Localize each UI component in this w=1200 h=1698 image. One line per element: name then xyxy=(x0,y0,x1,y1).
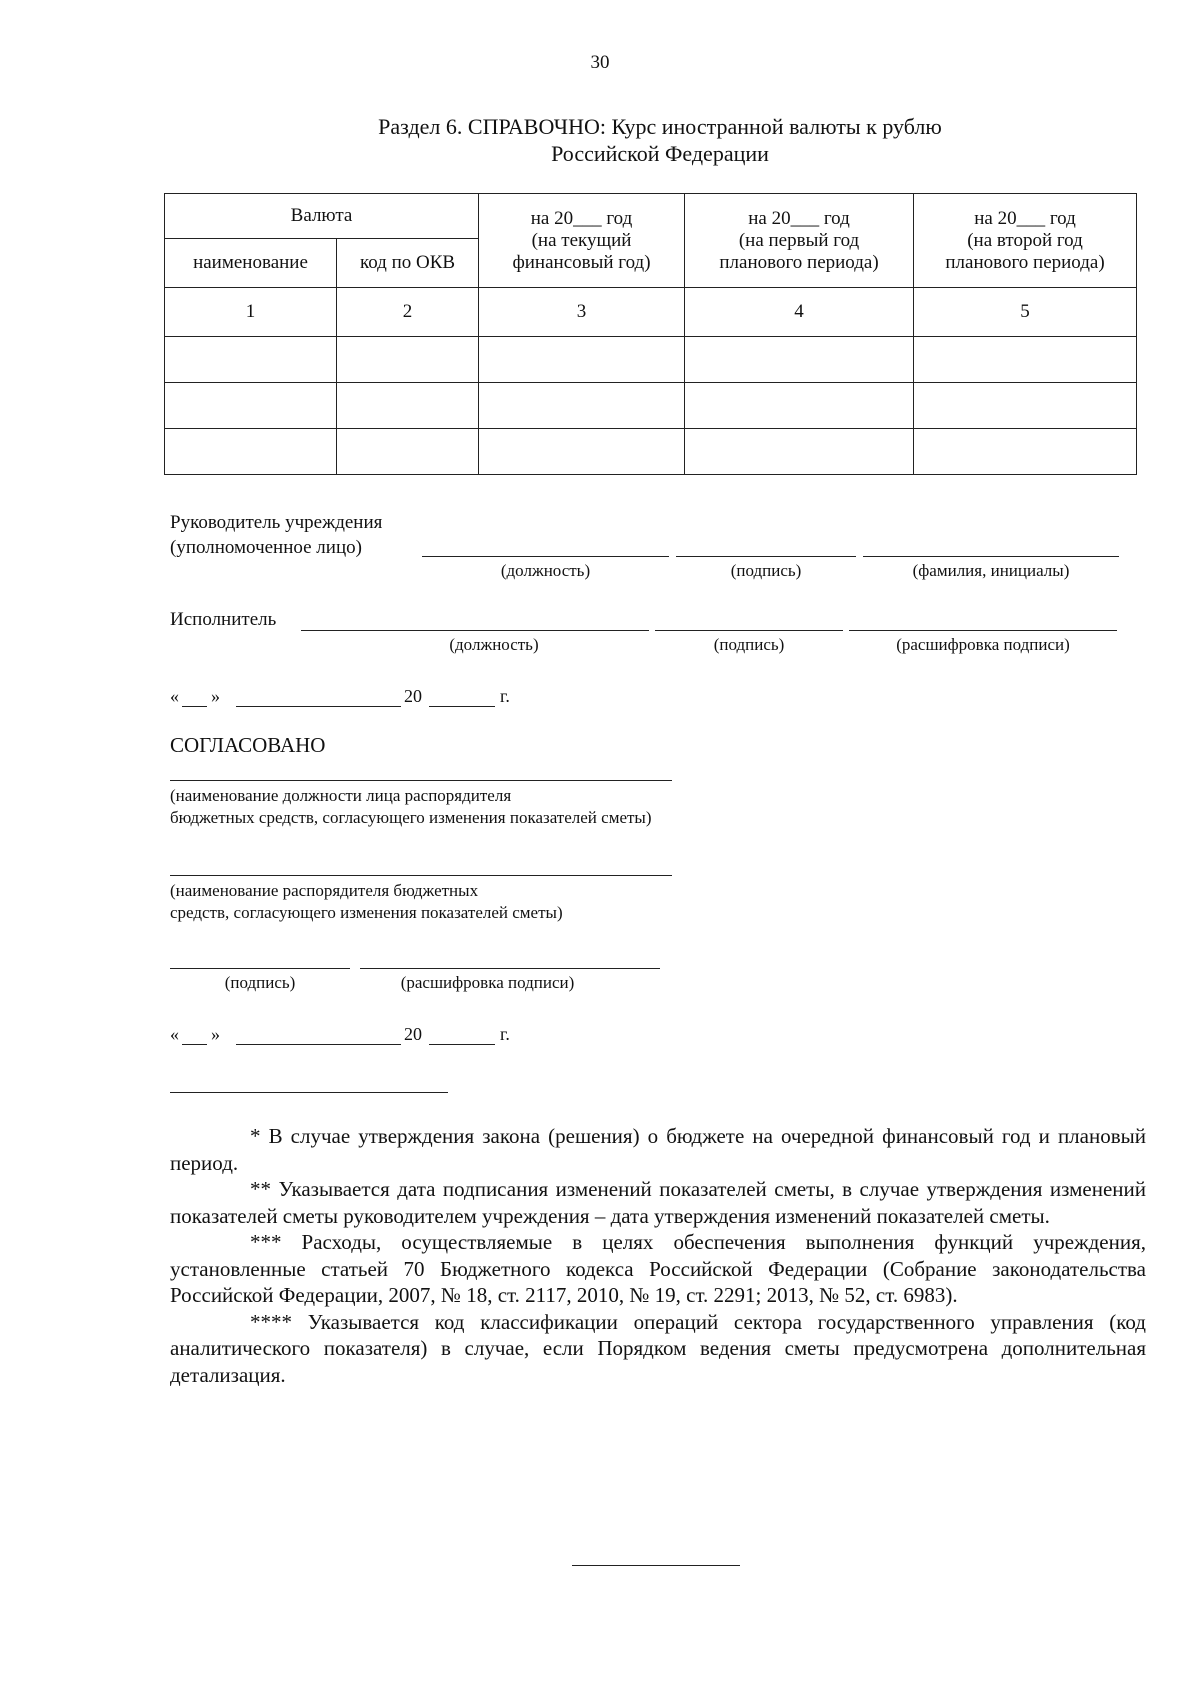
header-currency-code: код по ОКВ xyxy=(337,239,479,288)
footnote-separator xyxy=(170,1092,448,1093)
head-name-line xyxy=(863,556,1119,557)
approver-org-line xyxy=(170,875,672,876)
head-position-line xyxy=(422,556,669,557)
table-row xyxy=(165,429,1137,475)
page-number: 30 xyxy=(590,52,610,73)
approver-org-caption xyxy=(170,880,563,924)
column-number: 5 xyxy=(914,288,1137,337)
head-position-caption: (должность) xyxy=(500,561,591,580)
year-blank xyxy=(429,706,495,707)
header-current-year-line-1: на 20___ год xyxy=(530,207,633,229)
date-close-quote: » xyxy=(211,686,220,706)
head-name-caption: (фамилия, инициалы) xyxy=(912,561,1070,580)
approver-signature-caption: (подпись) xyxy=(224,973,296,992)
executor-position-line xyxy=(301,630,649,631)
header-current-year-line-2: (на текущий xyxy=(531,229,632,251)
table-cell xyxy=(914,337,1137,383)
table-row xyxy=(165,337,1137,383)
header-currency-name: наименование xyxy=(165,239,337,288)
table-cell xyxy=(479,383,685,429)
date-open-quote: « xyxy=(170,686,179,706)
executor-decoding-line xyxy=(849,630,1117,631)
section-title-line-2: Российской Федерации xyxy=(551,141,769,166)
header-second-plan-year-line-2: (на второй год xyxy=(967,229,1083,251)
column-number: 4 xyxy=(685,288,914,337)
header-first-plan-year xyxy=(685,194,914,288)
header-current-year xyxy=(479,194,685,288)
section-title-line-1: Раздел 6. СПРАВОЧНО: Курс иностранной валюты к рублю xyxy=(378,114,942,139)
executor-signature-line xyxy=(655,630,843,631)
table-cell xyxy=(914,429,1137,475)
table-cell xyxy=(479,337,685,383)
date-year-prefix: 20 xyxy=(404,686,422,706)
table-cell xyxy=(337,337,479,383)
date-suffix: г. xyxy=(500,1024,510,1044)
footnotes xyxy=(170,1123,1146,1388)
approver-org-caption-line-1: (наименование распорядителя бюджетных xyxy=(170,881,479,900)
header-current-year-line-3: финансовый год) xyxy=(512,251,651,273)
header-currency: Валюта xyxy=(165,194,479,239)
table-cell xyxy=(165,337,337,383)
table-cell xyxy=(685,337,914,383)
section-title xyxy=(0,113,1200,167)
head-label-line-2: (уполномоченное лицо) xyxy=(170,537,362,558)
approver-position-caption-line-2: бюджетных средств, согласующего изменения показателей сметы) xyxy=(170,808,652,827)
date-line xyxy=(170,686,570,710)
month-blank xyxy=(236,706,401,707)
approval-date-line xyxy=(170,1024,570,1048)
date-close-quote: » xyxy=(211,1024,220,1044)
approver-decoding-line xyxy=(360,968,660,969)
footnote-3: *** Расходы, осуществляемые в целях обеспечения выполнения функций учреждения, установленные статьей 70 Бюджетного кодекса Российской Федерации (Собрание законодательства Российской Федерации, 2007, № 18, ст. 2117, 2010, № 19, ст. 2291; 2013, № 52, ст. 6983). xyxy=(170,1230,1146,1307)
end-of-page-rule xyxy=(572,1565,740,1566)
header-second-plan-year xyxy=(914,194,1137,288)
table-row xyxy=(165,383,1137,429)
executor-signature-caption: (подпись) xyxy=(713,635,785,654)
table-cell xyxy=(685,383,914,429)
header-first-plan-year-line-1: на 20___ год xyxy=(748,207,850,229)
column-number: 3 xyxy=(479,288,685,337)
year-blank xyxy=(429,1044,495,1045)
date-open-quote: « xyxy=(170,1024,179,1044)
head-signature-line xyxy=(676,556,856,557)
head-of-institution-label xyxy=(170,510,382,560)
header-second-plan-year-line-1: на 20___ год xyxy=(974,207,1076,229)
approver-position-line xyxy=(170,780,672,781)
approver-position-caption-line-1: (наименование должности лица распорядителя xyxy=(170,786,512,805)
head-label-line-1: Руководитель учреждения xyxy=(170,512,383,533)
header-first-plan-year-line-2: (на первый год xyxy=(738,229,860,251)
currency-rate-table xyxy=(164,193,1137,475)
approver-org-caption-line-2: средств, согласующего изменения показателей сметы) xyxy=(170,903,563,922)
executor-label: Исполнитель xyxy=(170,609,277,630)
table-cell xyxy=(914,383,1137,429)
day-blank xyxy=(182,1044,207,1045)
table-cell xyxy=(479,429,685,475)
footnote-2: ** Указывается дата подписания изменений показателей сметы, в случае утверждения изменений показателей сметы руководителем учреждения – дата утверждения изменений показателей сметы. xyxy=(170,1177,1146,1228)
column-number: 2 xyxy=(337,288,479,337)
header-first-plan-year-line-3: планового периода) xyxy=(719,251,879,273)
table-cell xyxy=(337,429,479,475)
approval-heading: СОГЛАСОВАНО xyxy=(170,733,326,757)
table-cell xyxy=(165,383,337,429)
approver-decoding-caption: (расшифровка подписи) xyxy=(400,973,575,992)
table-cell xyxy=(685,429,914,475)
month-blank xyxy=(236,1044,401,1045)
executor-decoding-caption: (расшифровка подписи) xyxy=(896,635,1070,654)
approver-position-caption xyxy=(170,785,652,829)
day-blank xyxy=(182,706,207,707)
footnote-4: **** Указывается код классификации операций сектора государственного управления (код аналитического показателя) в случае, если Порядком ведения сметы предусмотрена дополнительная детализация. xyxy=(170,1309,1146,1387)
date-suffix: г. xyxy=(500,686,510,706)
header-second-plan-year-line-3: планового периода) xyxy=(945,251,1105,273)
table-cell xyxy=(337,383,479,429)
head-signature-caption: (подпись) xyxy=(730,561,802,580)
footnote-1: * В случае утверждения закона (решения) о бюджете на очередной финансовый год и плановый период. xyxy=(170,1124,1146,1175)
column-number: 1 xyxy=(165,288,337,337)
date-year-prefix: 20 xyxy=(404,1024,422,1044)
executor-position-caption: (должность) xyxy=(449,635,539,654)
approver-signature-line xyxy=(170,968,350,969)
table-cell xyxy=(165,429,337,475)
